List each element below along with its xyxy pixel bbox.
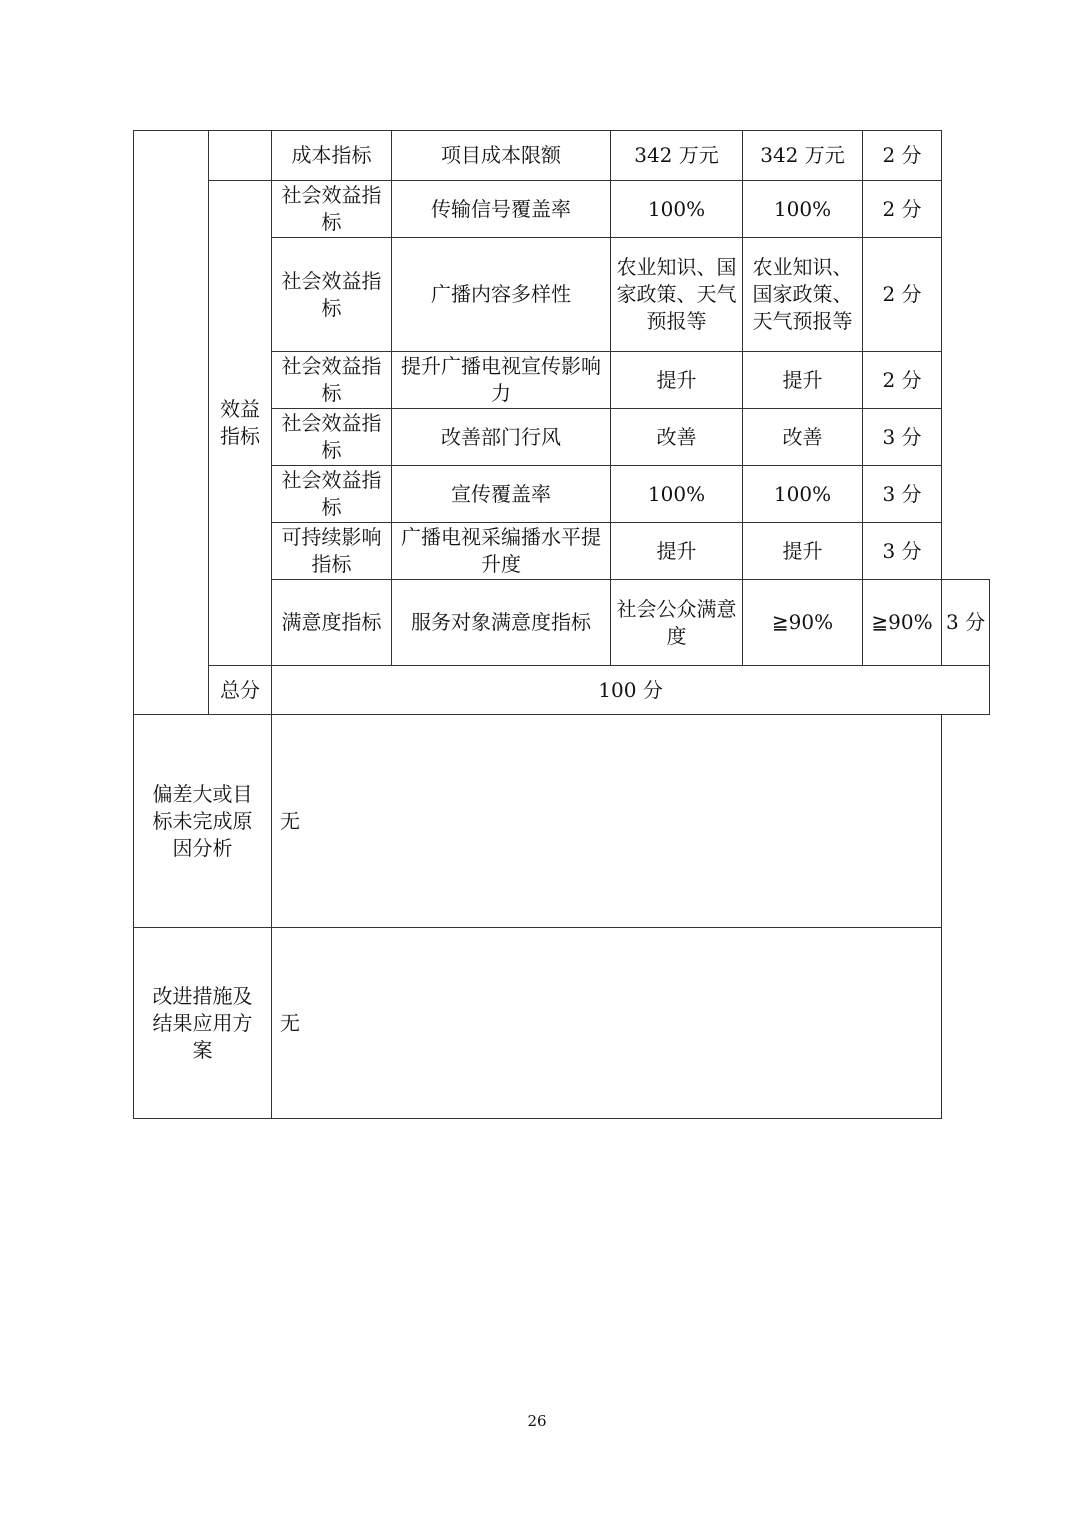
item-cell: 项目成本限额 — [392, 131, 611, 181]
actual-cell: 提升 — [743, 352, 863, 409]
total-row — [134, 666, 990, 715]
actual-cell: 提升 — [743, 523, 863, 580]
improvement-value: 无 — [272, 928, 942, 1119]
actual-cell: 农业知识、国家政策、天气预报等 — [743, 238, 863, 352]
target-cell: ≧90% — [743, 580, 863, 666]
indicator-cell: 社会效益指标 — [272, 466, 392, 523]
indicator-cell: 成本指标 — [272, 131, 392, 181]
score-cell: 3 分 — [863, 466, 942, 523]
target-cell: 农业知识、国家政策、天气预报等 — [611, 238, 743, 352]
score-cell: 3 分 — [863, 523, 942, 580]
indicator-cell: 服务对象满意度指标 — [392, 580, 611, 666]
improvement-label: 改进措施及结果应用方案 — [134, 928, 272, 1119]
score-cell: 2 分 — [863, 181, 942, 238]
benefit-category-cell: 效益指标 — [209, 181, 272, 666]
target-cell: 提升 — [611, 352, 743, 409]
item-cell: 广播内容多样性 — [392, 238, 611, 352]
score-cell: 2 分 — [863, 131, 942, 181]
table-row — [134, 131, 990, 181]
deviation-label: 偏差大或目标未完成原因分析 — [134, 715, 272, 928]
score-cell: 3 分 — [863, 409, 942, 466]
score-cell: 2 分 — [863, 238, 942, 352]
item-cell: 宣传覆盖率 — [392, 466, 611, 523]
actual-cell: 改善 — [743, 409, 863, 466]
actual-cell: 342 万元 — [743, 131, 863, 181]
item-cell: 传输信号覆盖率 — [392, 181, 611, 238]
item-cell: 提升广播电视宣传影响力 — [392, 352, 611, 409]
target-cell: 342 万元 — [611, 131, 743, 181]
indicator-cell: 社会效益指标 — [272, 181, 392, 238]
actual-cell: 100% — [743, 466, 863, 523]
indicator-cell: 社会效益指标 — [272, 352, 392, 409]
indicator-cell: 社会效益指标 — [272, 238, 392, 352]
improvement-row — [134, 928, 990, 1119]
actual-cell: 100% — [743, 181, 863, 238]
target-cell: 100% — [611, 181, 743, 238]
deviation-row — [134, 715, 990, 928]
score-cell: 3 分 — [942, 580, 990, 666]
item-cell: 广播电视采编播水平提升度 — [392, 523, 611, 580]
item-cell: 改善部门行风 — [392, 409, 611, 466]
total-value: 100 分 — [272, 666, 990, 715]
target-cell: 100% — [611, 466, 743, 523]
satisfaction-category-cell: 满意度指标 — [272, 580, 392, 666]
actual-cell: ≧90% — [863, 580, 942, 666]
performance-table — [133, 130, 990, 1119]
level1-category-cell — [134, 131, 209, 715]
score-cell: 2 分 — [863, 352, 942, 409]
target-cell: 提升 — [611, 523, 743, 580]
table-row — [134, 181, 990, 238]
deviation-value: 无 — [272, 715, 942, 928]
page-number: 26 — [527, 1412, 547, 1430]
indicator-cell: 可持续影响指标 — [272, 523, 392, 580]
item-cell: 社会公众满意度 — [611, 580, 743, 666]
level2-category-cell — [209, 131, 272, 181]
indicator-cell: 社会效益指标 — [272, 409, 392, 466]
target-cell: 改善 — [611, 409, 743, 466]
total-label: 总分 — [209, 666, 272, 715]
